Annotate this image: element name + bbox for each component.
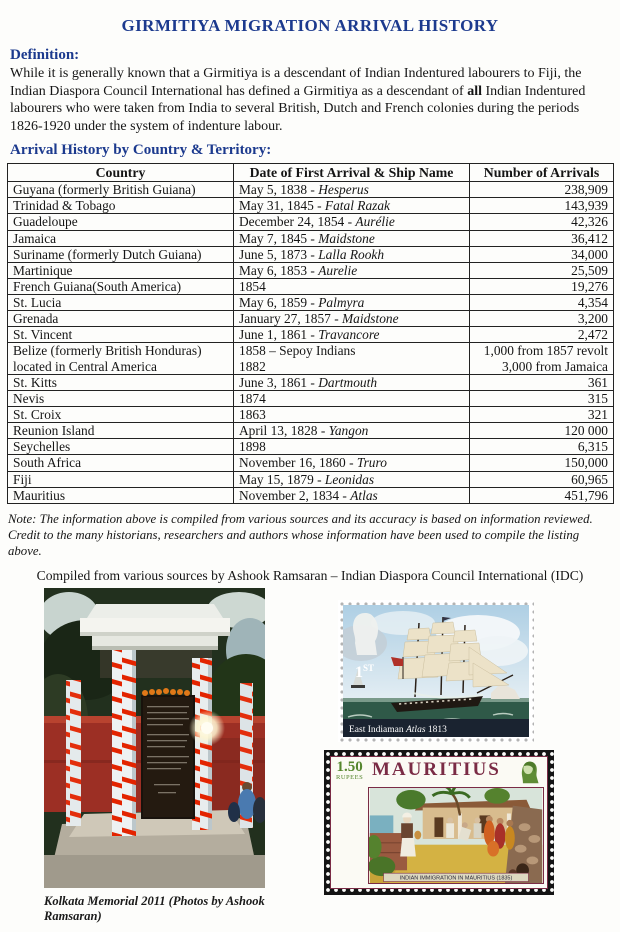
country-cell: St. Lucia: [8, 295, 234, 311]
mauritius-caption: INDIAN IMMIGRATION IN MAURITIUS (1835): [399, 875, 513, 882]
table-row: [8, 246, 614, 262]
table-row: [8, 374, 614, 390]
note-text: Note: The information above is compiled from various sources and its accuracy is based on information reviewed. Credit to the many historians, researchers and authors whose information have been used to compile the listing above.: [8, 511, 593, 558]
mauritius-scene: [368, 787, 544, 884]
header-arrivals: Number of Arrivals: [470, 163, 614, 182]
country-cell: Jamaica: [8, 230, 234, 246]
compiled-line: Compiled from various sources by Ashook Ramsaran – Indian Diaspora Council International (IDC): [36, 567, 584, 583]
arrivals-cell: 451,796: [470, 487, 614, 503]
date-ship-cell: November 2, 1834 - Atlas: [234, 487, 470, 503]
country-cell: Seychelles: [8, 439, 234, 455]
date-ship-cell: December 24, 1854 - Aurélie: [234, 214, 470, 230]
denomination-text: 1ST: [355, 663, 375, 681]
table-row: [8, 455, 614, 471]
arrivals-cell: 36,412: [470, 230, 614, 246]
arrivals-cell: 3,200: [470, 311, 614, 327]
memorial-plaque: [141, 688, 195, 819]
date-ship-cell: June 3, 1861 - Dartmouth: [234, 374, 470, 390]
date-ship-cell: June 1, 1861 - Travancore: [234, 327, 470, 343]
arrival-table: [7, 163, 614, 504]
queen-portrait-green: [514, 759, 544, 785]
table-row: [8, 230, 614, 246]
mauritius-stamp: [324, 750, 554, 895]
table-row: [8, 182, 614, 198]
country-cell: Nevis: [8, 390, 234, 406]
stamp-value: 1.50 RUPEES: [336, 759, 364, 781]
definition-paragraph: [10, 65, 608, 136]
table-row: [8, 198, 614, 214]
mauritius-stamp-header: [334, 759, 544, 785]
country-cell: St. Croix: [8, 407, 234, 423]
arrivals-cell: 34,000: [470, 246, 614, 262]
table-row: [8, 343, 614, 374]
country-cell: French Guiana(South America): [8, 278, 234, 294]
arrivals-cell: 361: [470, 374, 614, 390]
date-ship-cell: May 7, 1845 - Maidstone: [234, 230, 470, 246]
definition-heading: Definition:: [10, 47, 80, 63]
arrivals-cell: 25,509: [470, 262, 614, 278]
country-cell: Belize (formerly British Honduras) located in Central America: [8, 343, 234, 374]
arrival-history-heading: Arrival History by Country & Territory:: [10, 141, 272, 158]
mauritius-stamp-paper: [330, 756, 548, 889]
arrivals-cell: 1,000 from 1857 revolt 3,000 from Jamaica: [470, 343, 614, 374]
photo-caption: Kolkata Memorial 2011 (Photos by Ashook Ramsaran): [44, 894, 265, 923]
atlas-caption: East Indiaman Atlas 1813: [349, 725, 447, 735]
arrivals-cell: 4,354: [470, 295, 614, 311]
table-row: [8, 311, 614, 327]
arrivals-cell: 150,000: [470, 455, 614, 471]
table-row: [8, 471, 614, 487]
country-cell: Trinidad & Tobago: [8, 198, 234, 214]
arrivals-cell: 321: [470, 407, 614, 423]
arrivals-cell: 315: [470, 390, 614, 406]
table-row: [8, 487, 614, 503]
table-row: [8, 214, 614, 230]
country-cell: Guadeloupe: [8, 214, 234, 230]
arrivals-cell: 6,315: [470, 439, 614, 455]
page-title: GIRMITIYA MIGRATION ARRIVAL HISTORY: [121, 16, 499, 35]
table-row: [8, 439, 614, 455]
table-row: [8, 262, 614, 278]
images-section: [0, 588, 620, 932]
table-row: [8, 278, 614, 294]
table-row: [8, 407, 614, 423]
table-row: [8, 390, 614, 406]
country-cell: Mauritius: [8, 487, 234, 503]
table-row: [8, 295, 614, 311]
country-cell: Martinique: [8, 262, 234, 278]
date-ship-cell: May 6, 1853 - Aurelie: [234, 262, 470, 278]
atlas-stamp-paper: [343, 605, 529, 737]
country-cell: Reunion Island: [8, 423, 234, 439]
country-cell: Guyana (formerly British Guiana): [8, 182, 234, 198]
country-cell: St. Vincent: [8, 327, 234, 343]
atlas-stamp: [338, 600, 534, 742]
date-ship-cell: 1874: [234, 390, 470, 406]
atlas-stamp-art: [343, 605, 529, 737]
date-ship-cell: May 15, 1879 - Leonidas: [234, 471, 470, 487]
date-ship-cell: 1858 – Sepoy Indians 1882: [234, 343, 470, 374]
arrivals-cell: 238,909: [470, 182, 614, 198]
date-ship-cell: May 31, 1845 - Fatal Razak: [234, 198, 470, 214]
date-ship-cell: January 27, 1857 - Maidstone: [234, 311, 470, 327]
table-body: [8, 182, 614, 504]
kolkata-memorial-photo: [44, 588, 265, 888]
country-cell: St. Kitts: [8, 374, 234, 390]
date-ship-cell: June 5, 1873 - Lalla Rookh: [234, 246, 470, 262]
arrivals-cell: 120 000: [470, 423, 614, 439]
date-ship-cell: 1854: [234, 278, 470, 294]
country-cell: Suriname (formerly Dutch Guiana): [8, 246, 234, 262]
country-cell: Fiji: [8, 471, 234, 487]
definition-bold-word: all: [467, 83, 482, 99]
definition-text-2: Indian Indentured labourers who were taken from India to several British, Dutch and French colonies during the periods 1826-1920 under the system of indenture labour.: [10, 83, 586, 134]
stamp-country-name: MAURITIUS: [372, 759, 501, 780]
header-country: Country: [8, 163, 234, 182]
date-ship-cell: November 16, 1860 - Truro: [234, 455, 470, 471]
country-cell: Grenada: [8, 311, 234, 327]
date-ship-cell: 1863: [234, 407, 470, 423]
queen-silhouette: [353, 613, 378, 655]
date-ship-cell: 1898: [234, 439, 470, 455]
date-ship-cell: May 5, 1838 - Hesperus: [234, 182, 470, 198]
date-ship-cell: May 6, 1859 - Palmyra: [234, 295, 470, 311]
table-row: [8, 423, 614, 439]
table-row: [8, 327, 614, 343]
definition-text-1: While it is generally known that a Girmitiya is a descendant of Indian Indentured labourers to Fiji, the Indian Diaspora Council International has defined a Girmitiya as a descendant of: [10, 66, 582, 99]
arrivals-cell: 143,939: [470, 198, 614, 214]
country-cell: South Africa: [8, 455, 234, 471]
memorial-illustration: [44, 588, 265, 888]
table-header-row: [8, 163, 614, 182]
arrivals-cell: 19,276: [470, 278, 614, 294]
arrivals-cell: 2,472: [470, 327, 614, 343]
header-date: Date of First Arrival & Ship Name: [234, 163, 470, 182]
arrivals-cell: 60,965: [470, 471, 614, 487]
date-ship-cell: April 13, 1828 - Yangon: [234, 423, 470, 439]
arrivals-cell: 42,326: [470, 214, 614, 230]
